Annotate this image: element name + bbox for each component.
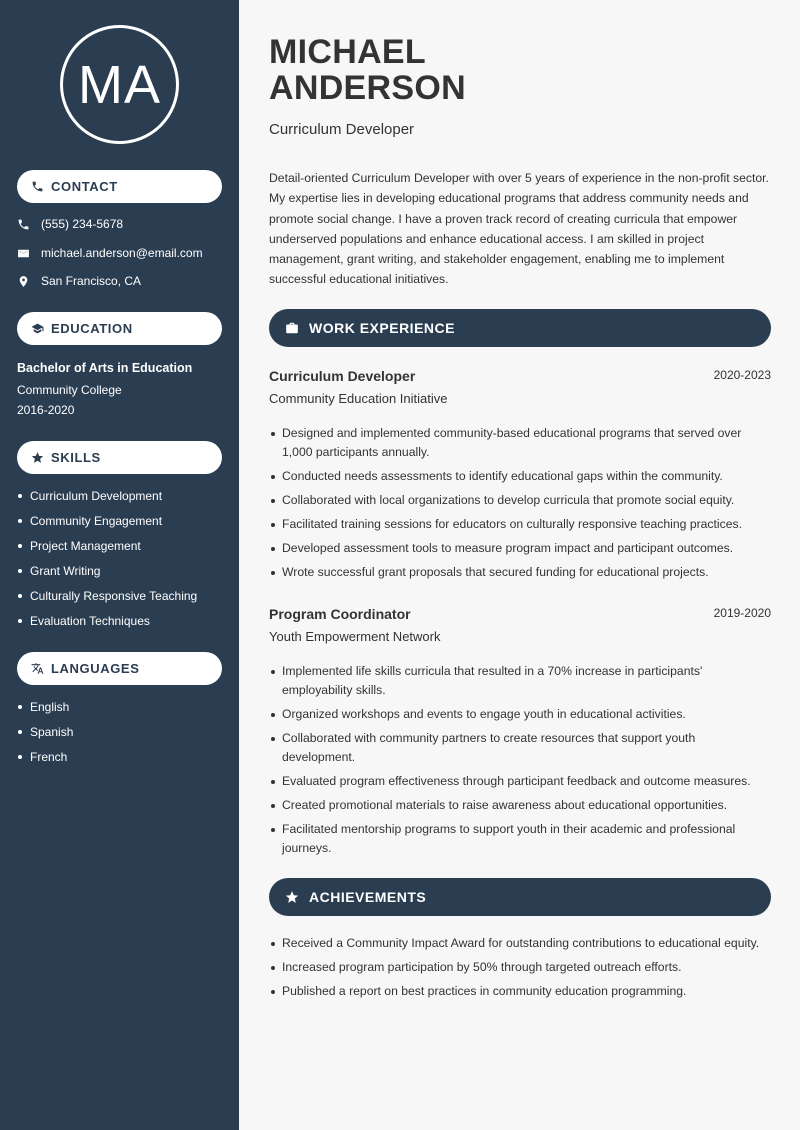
briefcase-icon (285, 321, 299, 335)
location-text: San Francisco, CA (41, 274, 142, 288)
profile-summary: Detail-oriented Curriculum Developer with over 5 years of experience in the non-profit sector. My expertise lies in developing educational programs that address community needs and promote social change. I have a proven track record of creating curricula that empower underserved populations and enhance educational access. I am skilled in project management, grant writing, and stakeholder engagement, enabling me to implement successful educational initiatives. (269, 171, 769, 287)
phone-icon (17, 218, 30, 231)
list-item: Organized workshops and events to engage youth in educational activities. (269, 705, 771, 724)
work-experience-label: WORK EXPERIENCE (309, 320, 455, 336)
list-item: Received a Community Impact Award for outstanding contributions to educational equity. (269, 934, 771, 953)
work-experience-heading (269, 309, 771, 347)
list-item: Facilitated training sessions for educators on culturally responsive teaching practices. (269, 515, 771, 534)
achievements-label: ACHIEVEMENTS (309, 889, 427, 905)
star-icon (285, 890, 299, 904)
education-school: Community College (17, 383, 122, 397)
contact-location (17, 274, 141, 288)
job-1-dates: 2020-2023 (713, 368, 771, 382)
list-item: Designed and implemented community-based educational programs that served over 1,000 participants annually. (269, 424, 771, 462)
job-2-org: Youth Empowerment Network (269, 629, 441, 644)
sidebar (0, 0, 239, 1130)
list-item: Curriculum Development (17, 488, 197, 513)
contact-heading (17, 170, 222, 203)
list-item: Evaluation Techniques (17, 613, 197, 638)
list-item: Culturally Responsive Teaching (17, 588, 197, 613)
mail-icon (17, 247, 30, 260)
list-item: English (17, 699, 73, 724)
list-item: Collaborated with local organizations to develop curricula that promote social equity. (269, 491, 771, 510)
list-item: Collaborated with community partners to create resources that support youth development. (269, 729, 771, 767)
languages-heading (17, 652, 222, 685)
list-item: Evaluated program effectiveness through participant feedback and outcome measures. (269, 772, 771, 791)
list-item: French (17, 749, 73, 774)
education-heading (17, 312, 222, 345)
contact-heading-label: CONTACT (51, 179, 118, 194)
candidate-role: Curriculum Developer (269, 121, 415, 138)
job-1-bullets (269, 424, 771, 587)
skills-heading (17, 441, 222, 474)
list-item: Increased program participation by 50% through targeted outreach efforts. (269, 958, 771, 977)
list-item: Implemented life skills curricula that resulted in a 70% increase in participants' employability skills. (269, 662, 771, 700)
email-text: michael.anderson@email.com (41, 246, 203, 260)
contact-phone[interactable] (17, 217, 123, 231)
job-2-bullets (269, 662, 771, 863)
list-item: Project Management (17, 538, 197, 563)
skills-list (17, 488, 197, 638)
translate-icon (31, 662, 44, 675)
education-years: 2016-2020 (17, 403, 75, 417)
job-2-title: Program Coordinator (269, 606, 411, 622)
name-line-1: MICHAEL (269, 33, 426, 71)
list-item: Created promotional materials to raise awareness about educational opportunities. (269, 796, 771, 815)
phone-text: (555) 234-5678 (41, 217, 124, 231)
contact-email[interactable] (17, 246, 203, 260)
job-1-title: Curriculum Developer (269, 368, 416, 384)
languages-list (17, 699, 73, 774)
location-pin-icon (17, 275, 30, 288)
achievements-bullets (269, 934, 771, 1006)
star-icon (31, 451, 44, 464)
languages-heading-label: LANGUAGES (51, 661, 140, 676)
list-item: Community Engagement (17, 513, 197, 538)
monogram-avatar: MA (60, 25, 179, 144)
candidate-name (269, 34, 466, 106)
list-item: Developed assessment tools to measure program impact and participant outcomes. (269, 539, 771, 558)
graduation-cap-icon (31, 322, 44, 335)
phone-icon (31, 180, 44, 193)
list-item: Wrote successful grant proposals that secured funding for educational projects. (269, 563, 771, 582)
job-2-dates: 2019-2020 (713, 606, 771, 620)
list-item: Facilitated mentorship programs to support youth in their academic and professional journeys. (269, 820, 771, 858)
achievements-heading (269, 878, 771, 916)
education-degree: Bachelor of Arts in Education (17, 361, 193, 375)
list-item: Published a report on best practices in community education programming. (269, 982, 771, 1001)
list-item: Grant Writing (17, 563, 197, 588)
name-line-2: ANDERSON (269, 69, 466, 107)
list-item: Conducted needs assessments to identify educational gaps within the community. (269, 467, 771, 486)
skills-heading-label: SKILLS (51, 450, 101, 465)
job-1-org: Community Education Initiative (269, 391, 448, 406)
list-item: Spanish (17, 724, 73, 749)
education-heading-label: EDUCATION (51, 321, 133, 336)
